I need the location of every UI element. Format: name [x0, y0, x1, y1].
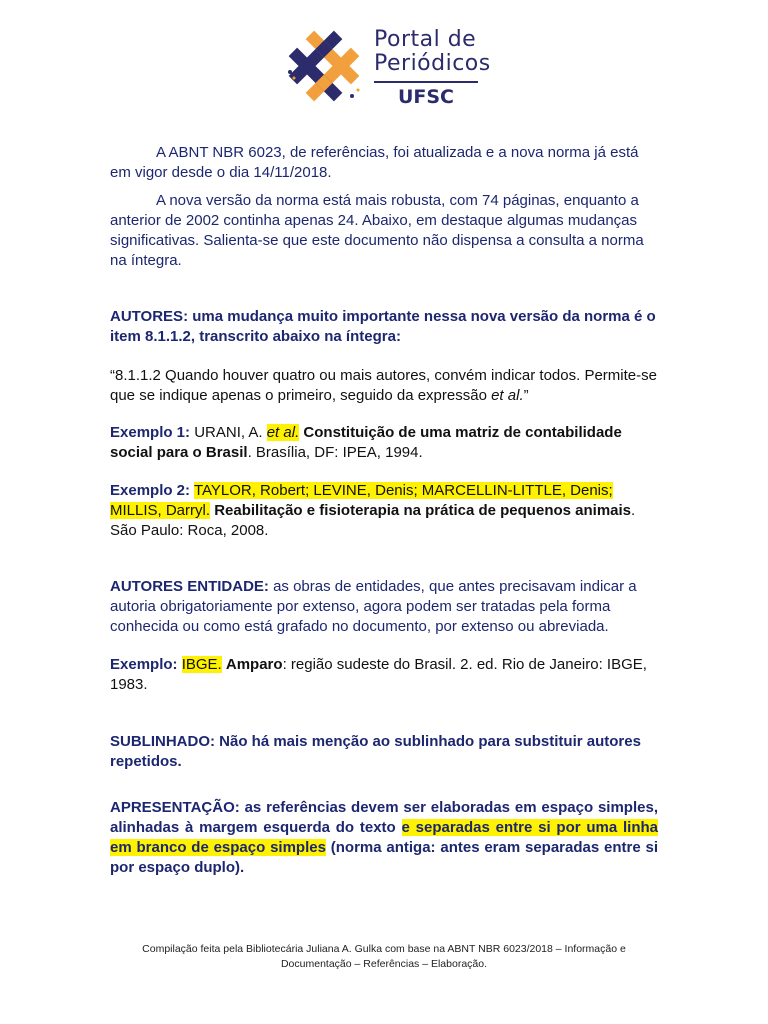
apresentacao-highlight: e separadas entre si por uma linha em branco de espaço simples: [110, 819, 658, 856]
footer-line-1: Compilação feita pela Bibliotecária Juliana A. Gulka com base na ABNT NBR 6023/2018 – Informação e: [142, 943, 626, 955]
example-1-title: Constituição de uma matriz de contabilidade social para o Brasil: [110, 424, 622, 461]
apresentacao-text: APRESENTAÇÃO: as referências devem ser elaboradas em espaço simples, alinhadas à margem esquerda do texto: [110, 799, 658, 836]
example-2-rest: . São Paulo: Roca, 2008.: [110, 502, 636, 539]
entidade-heading: AUTORES ENTIDADE:: [110, 578, 269, 595]
logo-line-1: Portal de: [374, 27, 477, 52]
sublinhado-paragraph: SUBLINHADO: Não há mais menção ao sublinhado para substituir autores repetidos.: [110, 733, 641, 770]
entidade-example-label: Exemplo:: [110, 656, 178, 673]
example-1: [110, 423, 658, 463]
example-1-author: URANI, A.: [190, 424, 267, 441]
portal-logo-mark-icon: [284, 26, 364, 106]
example-1-label: Exemplo 1:: [110, 424, 191, 441]
apresentacao-paragraph: [110, 798, 658, 878]
example-1-etal: et al.: [266, 424, 300, 441]
intro-paragraph-1: A ABNT NBR 6023, de referências, foi atualizada e a nova norma já está em vigor desde o dia 14/11/2018.: [110, 144, 639, 181]
example-1-rest: . Brasília, DF: IPEA, 1994.: [247, 444, 423, 461]
quote-text: “8.1.1.2 Quando houver quatro ou mais autores, convém indicar todos. Permite-se que se indique apenas o primeiro, seguido da expressão: [110, 367, 657, 404]
entidade-example-title: Amparo: [225, 656, 283, 673]
footer-line-2: Documentação – Referências – Elaboração.: [280, 958, 488, 970]
logo-divider: [374, 81, 478, 83]
example-2: [110, 481, 658, 541]
portal-logo: [284, 26, 504, 108]
entidade-example-rest: : região sudeste do Brasil. 2. ed. Rio de Janeiro: IBGE, 1983.: [110, 656, 647, 693]
quote-etal: et al.: [491, 387, 524, 404]
example-2-label: Exemplo 2:: [110, 482, 191, 499]
apresentacao-text-end: (norma antiga: antes eram separadas entre si por espaço duplo).: [110, 839, 658, 876]
entidade-example: [110, 655, 658, 695]
entidade-paragraph: [110, 577, 658, 637]
entidade-example-author: IBGE.: [181, 656, 222, 673]
autores-heading: AUTORES: uma mudança muito importante nessa nova versão da norma é o item 8.1.1.2, transcrito abaixo na íntegra:: [110, 308, 656, 345]
logo-line-2: Periódicos: [374, 51, 491, 76]
portal-logo-text: [374, 27, 491, 108]
autores-quote: [110, 366, 658, 406]
logo-ufsc: UFSC: [397, 86, 455, 108]
entidade-text: as obras de entidades, que antes precisavam indicar a autoria obrigatoriamente por extenso, agora podem ser tratadas pela forma conhecida ou como está grafado no documento, por extenso ou abreviada.: [110, 578, 637, 635]
intro-paragraph-2: A nova versão da norma está mais robusta, com 74 páginas, enquanto a anterior de 2002 continha apenas 24. Abaixo, em destaque algumas mudanças significativas. Salienta-se que este documento não dispensa a consulta a norma na íntegra.: [110, 192, 644, 269]
quote-close: ”: [523, 387, 529, 404]
example-2-title: Reabilitação e fisioterapia na prática de pequenos animais: [214, 502, 632, 519]
page-footer: [120, 942, 648, 972]
example-2-authors: TAYLOR, Robert; LEVINE, Denis; MARCELLIN-LITTLE, Denis; MILLIS, Darryl.: [110, 482, 613, 519]
